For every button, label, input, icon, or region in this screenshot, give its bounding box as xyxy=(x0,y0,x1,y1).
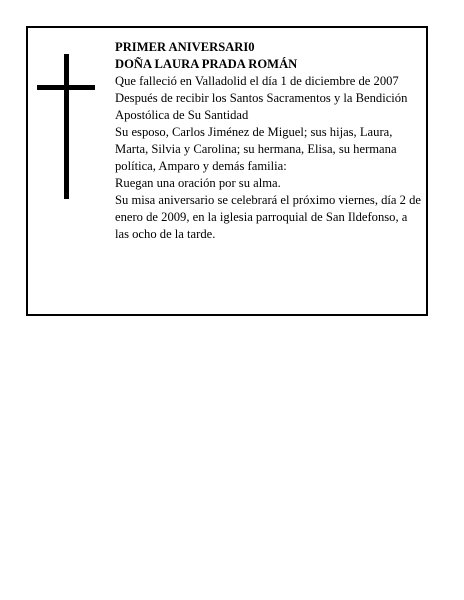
mass-details-line: Su misa aniversario se celebrará el próximo viernes, día 2 de enero de 2009, en la iglesia parroquial de San Ildefonso, a las ocho de la tarde. xyxy=(115,193,421,241)
sacraments-line: Después de recibir los Santos Sacramentos y la Bendición Apostólica de Su Santidad xyxy=(115,91,408,122)
prayer-request-line: Ruegan una oración por su alma. xyxy=(115,176,281,190)
family-line: Su esposo, Carlos Jiménez de Miguel; sus hijas, Laura, Marta, Silvia y Carolina; su hermana, Elisa, su hermana política, Amparo y demás familia: xyxy=(115,125,397,173)
memorial-notice xyxy=(26,26,428,316)
cross-icon xyxy=(37,54,97,199)
deceased-name: DOÑA LAURA PRADA ROMÁN xyxy=(115,57,298,71)
cross-horizontal-bar xyxy=(37,85,95,90)
notice-text xyxy=(115,39,423,243)
cross-vertical-bar xyxy=(64,54,69,199)
notice-title: PRIMER ANIVERSARI0 xyxy=(115,40,255,54)
death-date-line: Que falleció en Valladolid el día 1 de diciembre de 2007 xyxy=(115,74,399,88)
